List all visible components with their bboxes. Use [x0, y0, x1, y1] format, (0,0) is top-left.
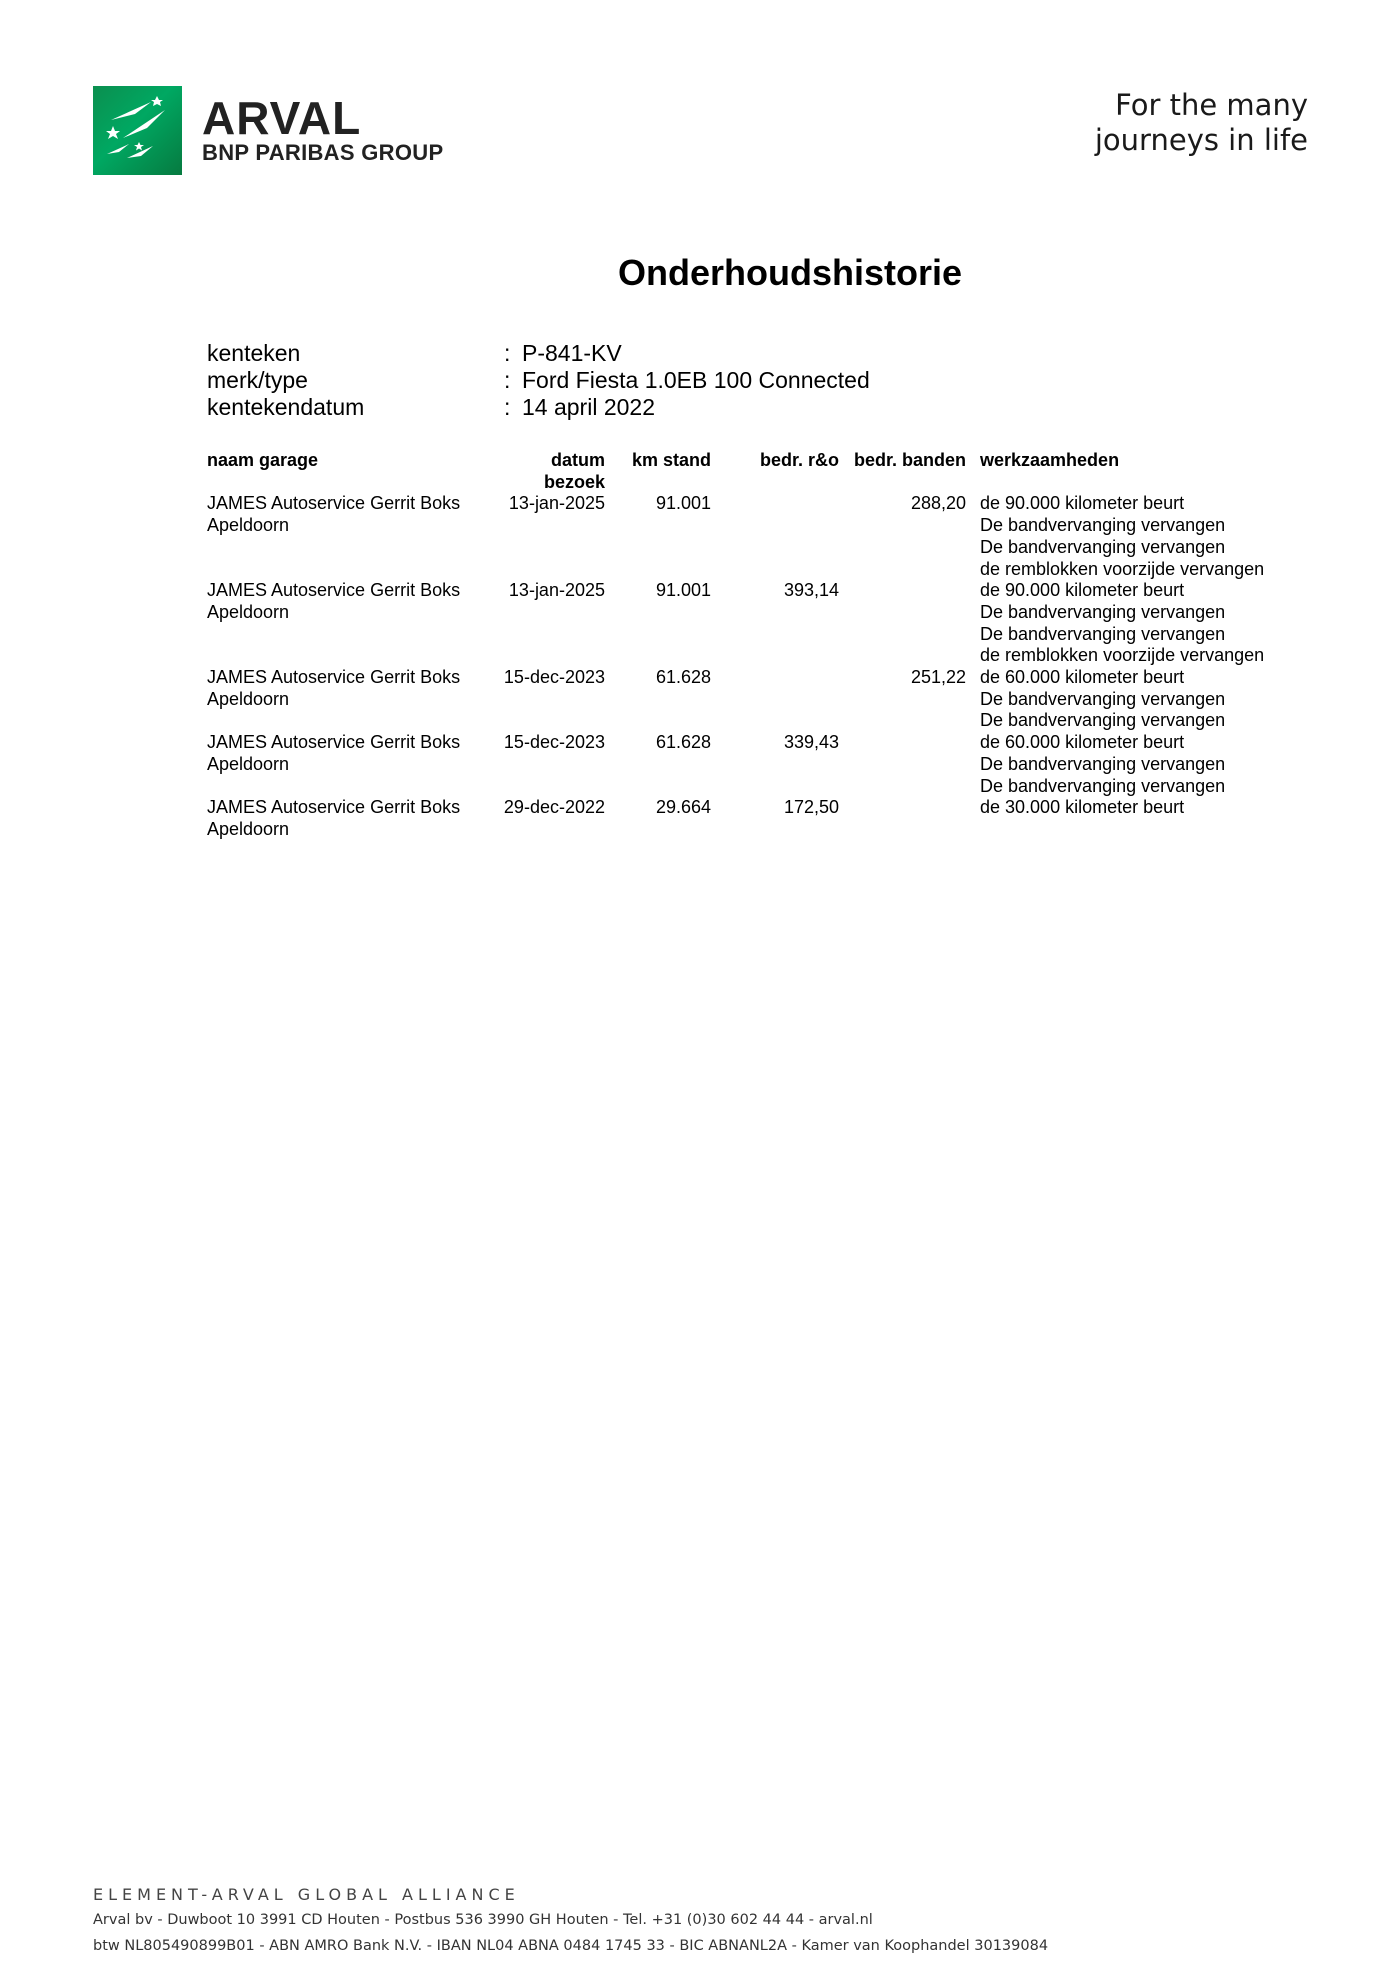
garage-city: Apeldoorn [207, 753, 290, 774]
garage-city: Apeldoorn [207, 515, 290, 536]
work-item: De bandvervanging vervangen [980, 710, 1226, 731]
work-item: De bandvervanging vervangen [980, 753, 1226, 774]
info-label: kenteken [207, 340, 301, 366]
page-title: Onderhoudshistorie [617, 252, 963, 293]
table-header [207, 450, 1300, 493]
footer-alliance: ELEMENT-ARVAL GLOBAL ALLIANCE [93, 1885, 520, 1904]
table-row [207, 732, 1300, 797]
visit-date: 13-jan-2025 [508, 580, 605, 601]
amount-ro [711, 493, 839, 580]
garage-name: JAMES Autoservice Gerrit Boks [207, 493, 461, 514]
work-item: de 60.000 kilometer beurt [980, 667, 1185, 688]
work-item: de 90.000 kilometer beurt [980, 580, 1185, 601]
vehicle-info-row [207, 367, 870, 394]
amount-banden: 288,20 [910, 493, 966, 514]
header-werk: werkzaamheden [980, 450, 1120, 470]
header-date: datum bezoek [543, 450, 605, 492]
work-item: de remblokken voorzijde vervangen [980, 558, 1265, 579]
header-ro: bedr. r&o [759, 450, 839, 470]
work-item: De bandvervanging vervangen [980, 688, 1226, 709]
work-item: de 30.000 kilometer beurt [980, 797, 1185, 818]
garage-name: JAMES Autoservice Gerrit Boks [207, 732, 461, 753]
vehicle-info-row [207, 340, 870, 367]
header-garage: naam garage [207, 450, 319, 470]
amount-ro: 339,43 [783, 732, 839, 753]
logo-subtitle: BNP PARIBAS GROUP [202, 139, 444, 165]
footer [93, 1883, 1048, 1959]
tagline [1095, 88, 1308, 158]
arval-logo [93, 86, 443, 175]
work-item: De bandvervanging vervangen [980, 775, 1226, 796]
table-row [207, 493, 1300, 580]
tagline-line-1: For the many [1115, 88, 1308, 122]
vehicle-info [207, 340, 870, 421]
footer-company-details: btw NL805490899B01 - ABN AMRO Bank N.V. - IBAN NL04 ABNA 0484 1745 33 - BIC ABNANL2A - Kamer van Koophandel 30139084 [93, 1938, 1049, 1954]
visit-date: 15-dec-2023 [503, 732, 605, 753]
stars-logo-icon [93, 86, 182, 175]
work-item: de 90.000 kilometer beurt [980, 493, 1185, 514]
table-row [207, 797, 1300, 840]
garage-city: Apeldoorn [207, 688, 290, 709]
amount-banden: 251,22 [910, 667, 966, 688]
garage-city: Apeldoorn [207, 818, 290, 839]
table-row [207, 667, 1300, 732]
work-item: De bandvervanging vervangen [980, 515, 1226, 536]
work-item: de remblokken voorzijde vervangen [980, 645, 1265, 666]
work-item: de 60.000 kilometer beurt [980, 732, 1185, 753]
header-km: km stand [631, 450, 711, 470]
km-reading: 91.001 [655, 580, 711, 601]
info-separator: : [504, 340, 511, 366]
km-reading: 61.628 [655, 732, 711, 753]
garage-city: Apeldoorn [207, 601, 290, 622]
tagline-line-2: journeys in life [1094, 123, 1308, 157]
work-item: De bandvervanging vervangen [980, 623, 1226, 644]
maintenance-table [207, 450, 1300, 841]
vehicle-info-row [207, 394, 870, 421]
work-item: De bandvervanging vervangen [980, 536, 1226, 557]
garage-name: JAMES Autoservice Gerrit Boks [207, 580, 461, 601]
amount-ro [711, 667, 839, 732]
info-value: Ford Fiesta 1.0EB 100 Connected [522, 367, 870, 393]
amount-banden [839, 732, 966, 797]
header-banden: bedr. banden [853, 450, 966, 470]
info-label: kentekendatum [207, 394, 365, 420]
amount-ro: 172,50 [783, 797, 839, 818]
visit-date: 15-dec-2023 [503, 667, 605, 688]
amount-banden [839, 797, 966, 840]
logo-name: ARVAL [202, 91, 362, 144]
footer-address: Arval bv - Duwboot 10 3991 CD Houten - Postbus 536 3990 GH Houten - Tel. +31 (0)30 602 44 44 - arval.nl [93, 1912, 873, 1928]
info-label: merk/type [207, 367, 308, 393]
garage-name: JAMES Autoservice Gerrit Boks [207, 667, 461, 688]
km-reading: 61.628 [655, 667, 711, 688]
info-value: 14 april 2022 [522, 394, 655, 420]
info-separator: : [504, 394, 511, 420]
info-separator: : [504, 367, 511, 393]
amount-banden [839, 580, 966, 667]
work-item: De bandvervanging vervangen [980, 601, 1226, 622]
visit-date: 13-jan-2025 [508, 493, 605, 514]
visit-date: 29-dec-2022 [503, 797, 605, 818]
amount-ro: 393,14 [783, 580, 839, 601]
table-row [207, 580, 1300, 667]
km-reading: 29.664 [655, 797, 711, 818]
km-reading: 91.001 [655, 493, 711, 514]
info-value: P-841-KV [522, 340, 622, 366]
garage-name: JAMES Autoservice Gerrit Boks [207, 797, 461, 818]
